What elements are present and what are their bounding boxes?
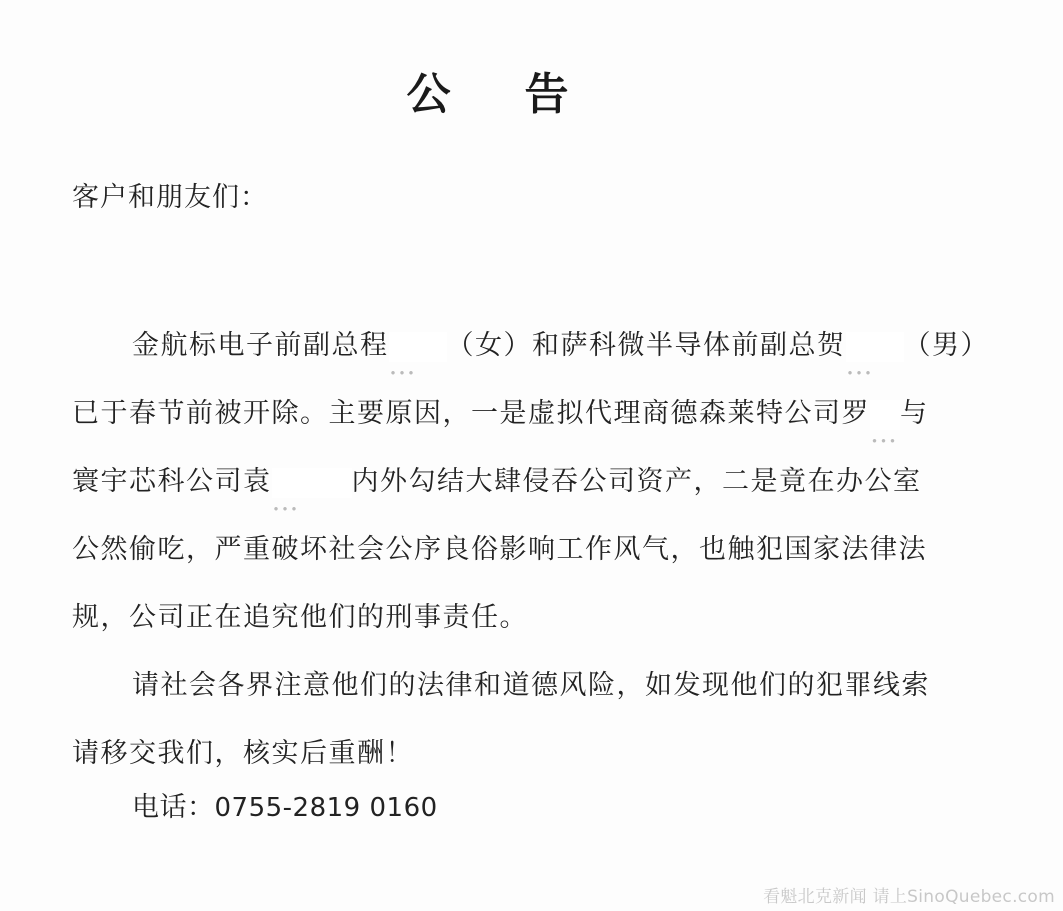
text-segment: 已于春节前被开除。主要原因，一是虚拟代理商德森莱特公司罗 xyxy=(72,398,870,429)
text-segment: 内外勾结大肆侵吞公司资产，二是竟在办公室 xyxy=(351,466,922,497)
paragraph-1-line-2 xyxy=(72,380,1002,448)
redacted-name: … xyxy=(272,468,352,498)
watermark: 看魁北克新闻 请上SinoQuebec.com xyxy=(763,887,1055,907)
paragraph-1 xyxy=(72,312,1002,652)
title-char-2: 告 xyxy=(524,69,569,120)
title-char-1: 公 xyxy=(406,69,451,120)
paragraph-1-line-1 xyxy=(72,312,1002,380)
text-segment: 寰宇芯科公司袁 xyxy=(72,466,272,497)
paragraph-2-line-2: 请移交我们，核实后重酬！ xyxy=(72,738,414,769)
phone-number: 0755-2819 0160 xyxy=(214,793,438,823)
paragraph-1-line-3 xyxy=(72,448,1002,516)
phone-line xyxy=(132,788,438,828)
text-segment: 与 xyxy=(900,398,929,429)
paragraph-1-line-4: 公然偷吃，严重破坏社会公序良俗影响工作风气，也触犯国家法律法 xyxy=(72,534,927,565)
text-segment: 金航标电子前副总程 xyxy=(132,330,389,361)
redacted-name: … xyxy=(870,400,900,430)
redacted-name: … xyxy=(846,332,904,362)
announcement-body xyxy=(72,312,1002,788)
paragraph-1-line-5: 规，公司正在追究他们的刑事责任。 xyxy=(72,602,528,633)
salutation: 客户和朋友们： xyxy=(72,182,268,213)
text-segment: （男） xyxy=(903,330,989,361)
document-title xyxy=(0,58,975,122)
paragraph-2 xyxy=(72,652,1002,788)
redacted-name: … xyxy=(389,332,447,362)
text-segment: （女）和萨科微半导体前副总贺 xyxy=(446,330,846,361)
phone-label: 电话： xyxy=(132,792,215,823)
paragraph-2-line-1: 请社会各界注意他们的法律和道德风险，如发现他们的犯罪线索 xyxy=(132,670,930,701)
